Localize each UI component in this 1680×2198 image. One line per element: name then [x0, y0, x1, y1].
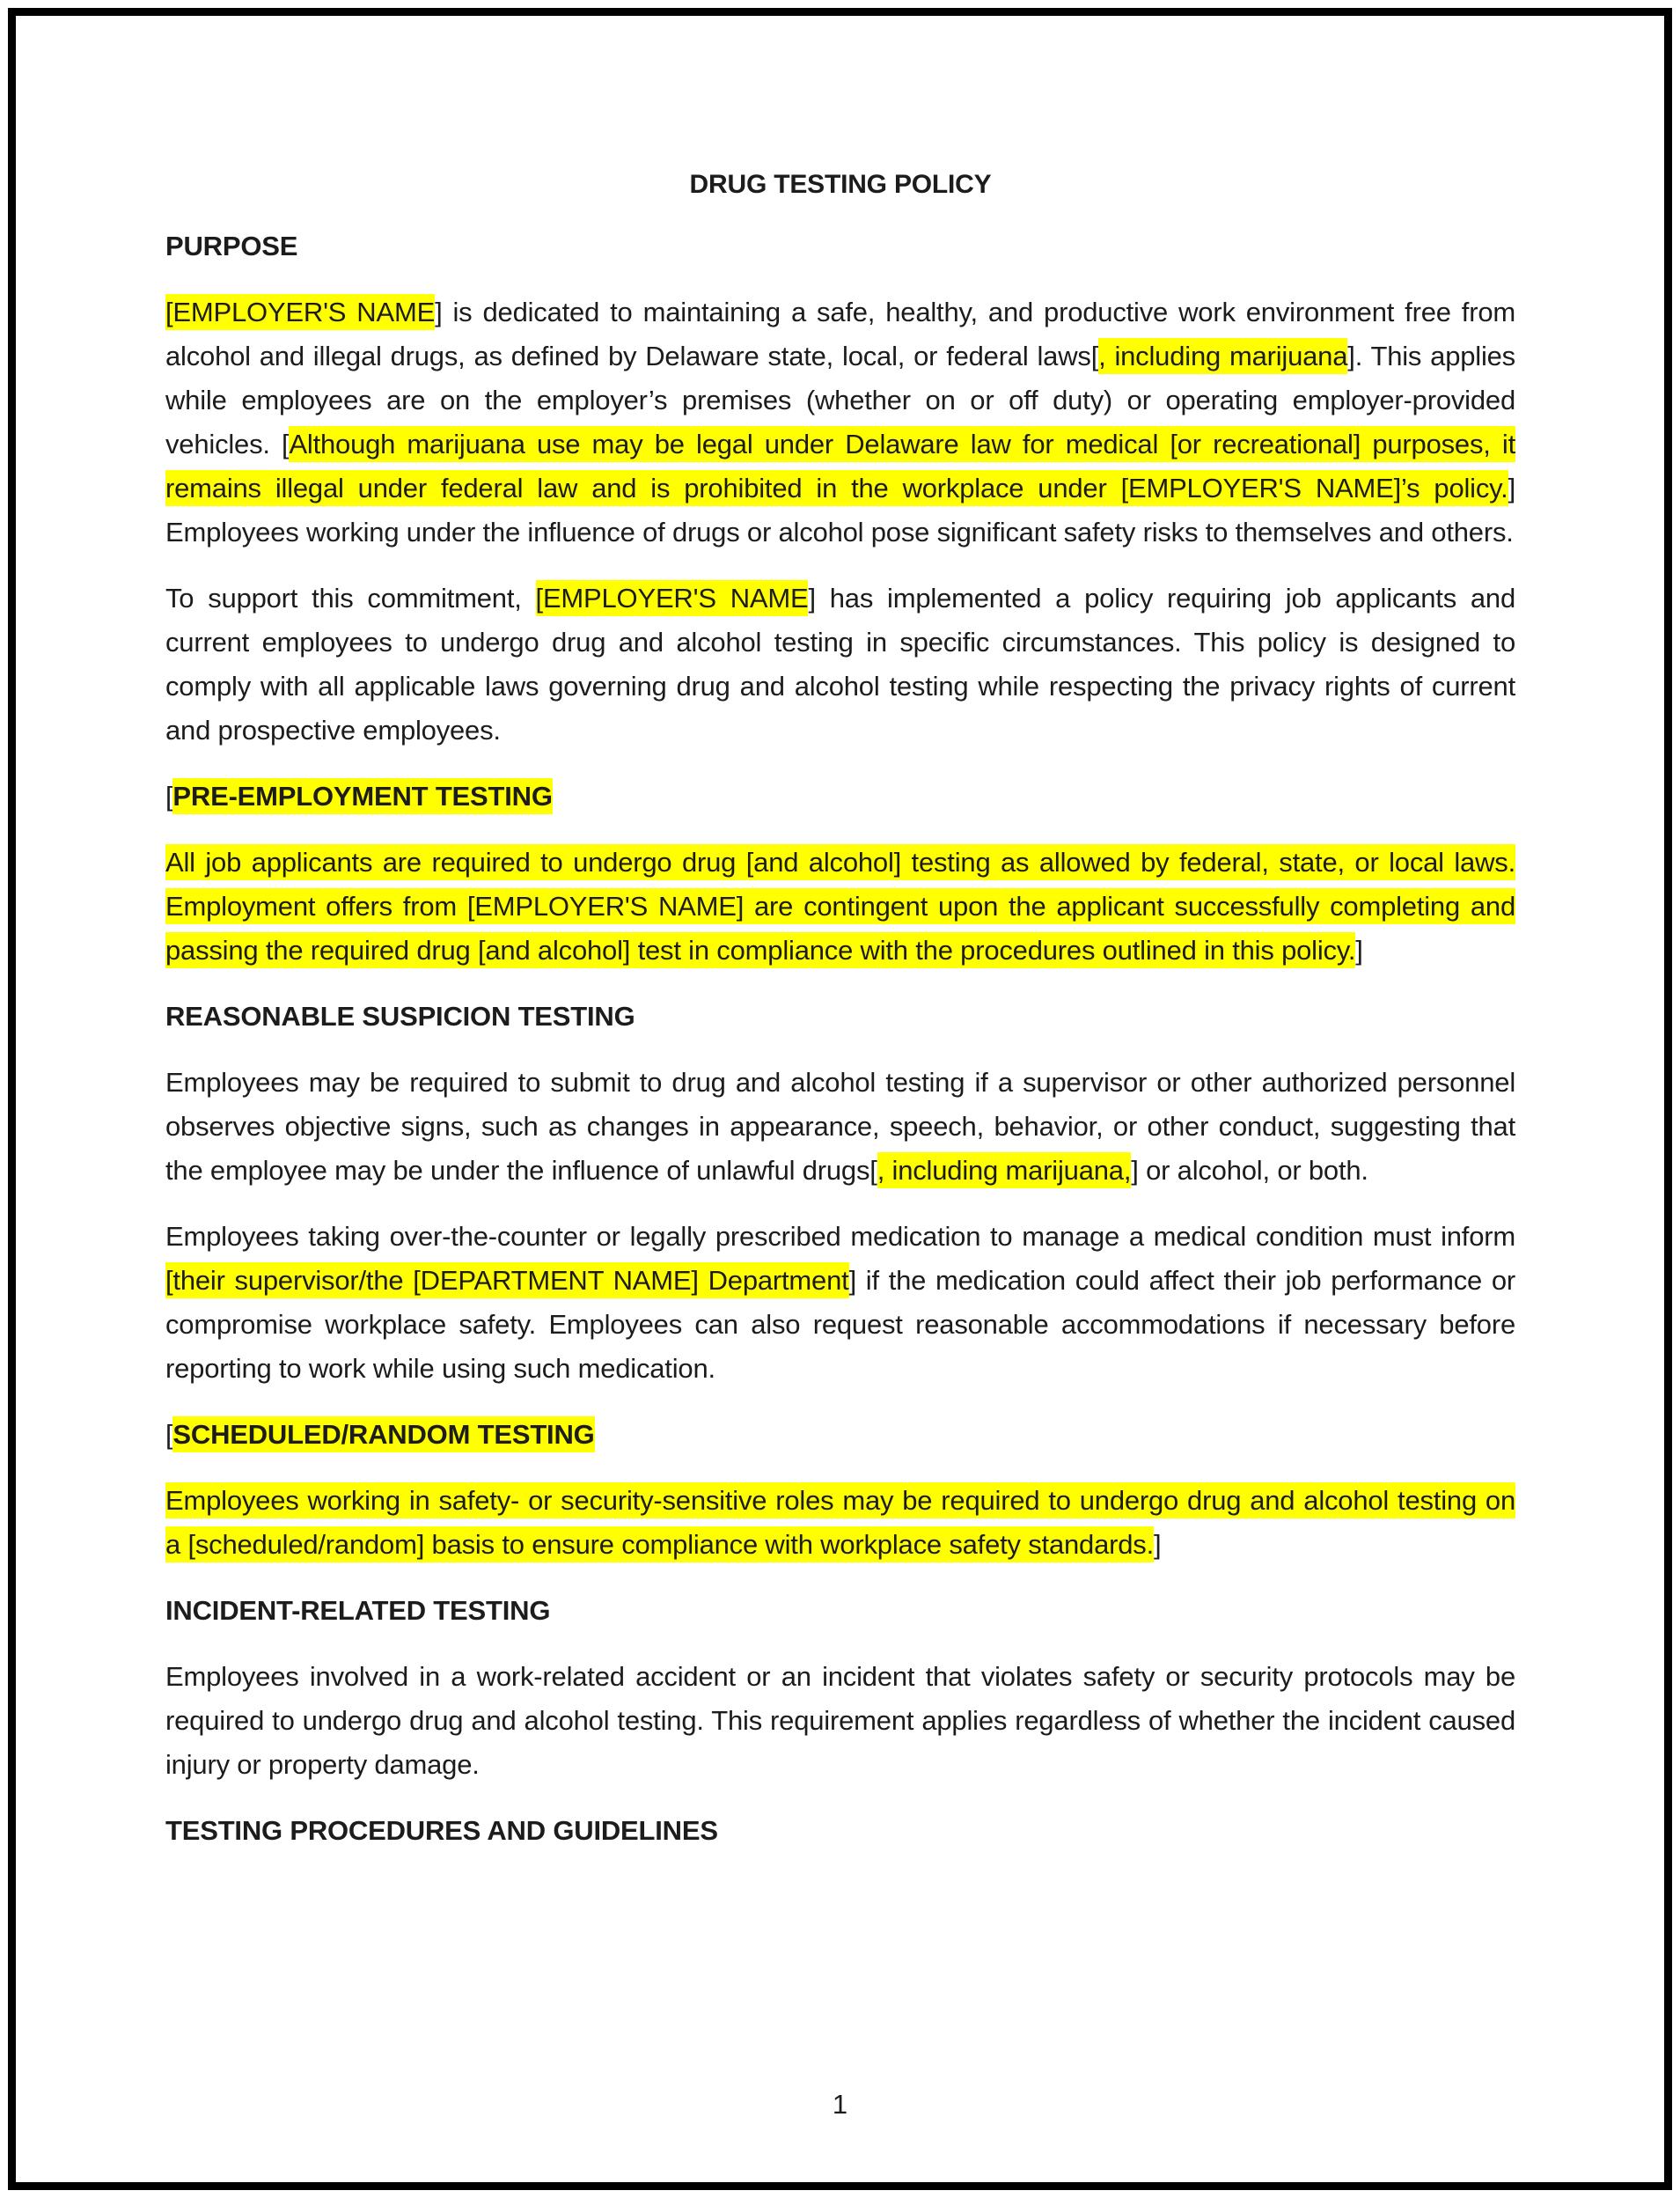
text-run: ]: [1355, 935, 1363, 966]
text-run: Employees may be required to submit to drug and alcohol testing if a supervisor or other authorized personnel observes objective signs, such as changes in appearance, speech, behavior, or other conduct, suggesting that the employee may be under the influence of unlawful drugs[: [165, 1067, 1515, 1186]
highlighted-text-run: PRE-EMPLOYMENT TESTING: [172, 778, 552, 814]
body-paragraph: [165, 1655, 1515, 1787]
page-number: 1: [832, 2089, 848, 2120]
body-paragraph: [165, 1479, 1515, 1567]
highlighted-text-run: , including marijuana: [1098, 338, 1347, 374]
text-run: Employees taking over-the-counter or legally prescribed medication to manage a medical condition must inform: [165, 1221, 1515, 1252]
text-run: ]. This applies while employees are on the employer’s premises (whether on or off duty) or operating employer-provided vehicles. [: [165, 341, 1515, 459]
body-paragraph: [165, 1215, 1515, 1391]
text-run: [: [165, 1419, 173, 1450]
highlighted-text-run: , including marijuana,: [877, 1152, 1132, 1188]
text-run: ] has implemented a policy requiring job applicants and current employees to undergo drug and alcohol testing in specific circumstances. This policy is designed to comply with all applicable laws governing drug and alcohol testing while respecting the privacy rights of current and prospective employees.: [165, 583, 1515, 746]
text-run: TESTING PROCEDURES AND GUIDELINES: [165, 1815, 718, 1846]
text-run: ]: [1154, 1529, 1162, 1560]
section-heading: [165, 1809, 1515, 1853]
body-paragraph: [165, 290, 1515, 555]
text-run: ] or alcohol, or both.: [1131, 1155, 1368, 1186]
text-run: ] Employees working under the influence of drugs or alcohol pose significant safety risks to themselves and others.: [165, 473, 1515, 548]
document-page: [165, 0, 1515, 1875]
text-run: Employees involved in a work-related accident or an incident that violates safety or security protocols may be required to undergo drug and alcohol testing. This requirement applies regardless of whether the incident caused injury or property damage.: [165, 1661, 1515, 1780]
highlighted-text-run: All job applicants are required to undergo drug [and alcohol] testing as allowed by federal, state, or local laws. Employment offers from [EMPLOYER'S NAME] are contingent upon the applicant successfully completing and passing the required drug [and alcohol] test in compliance with the procedures outlined in this policy.: [165, 844, 1515, 968]
section-heading: [165, 1589, 1515, 1633]
body-paragraph: [165, 577, 1515, 753]
text-run: PURPOSE: [165, 231, 298, 261]
text-run: ] is dedicated to maintaining a safe, healthy, and productive work environment free from alcohol and illegal drugs, as defined by Delaware state, local, or federal laws[: [165, 297, 1515, 371]
text-run: INCIDENT-RELATED TESTING: [165, 1595, 551, 1626]
body-paragraph: [165, 1061, 1515, 1193]
highlighted-text-run: [EMPLOYER'S NAME: [165, 294, 435, 330]
document-content: [165, 224, 1515, 1853]
section-heading: [165, 1413, 1515, 1457]
highlighted-text-run: SCHEDULED/RANDOM TESTING: [172, 1416, 594, 1452]
text-run: To support this commitment,: [165, 583, 536, 614]
highlighted-text-run: [their supervisor/the [DEPARTMENT NAME] Department: [165, 1262, 849, 1298]
document-title: DRUG TESTING POLICY: [689, 170, 992, 199]
text-run: REASONABLE SUSPICION TESTING: [165, 1001, 635, 1032]
highlighted-text-run: Although marijuana use may be legal under Delaware law for medical [or recreational] purposes, it remains illegal under federal law and is prohibited in the workplace under [EMPLOYER'S NAME]’s policy.: [165, 426, 1515, 506]
text-run: ] if the medication could affect their job performance or compromise workplace safety. Employees can also request reasonable accommodations if necessary before reporting to work while using such medication.: [165, 1265, 1516, 1384]
highlighted-text-run: Employees working in safety- or security-sensitive roles may be required to undergo drug and alcohol testing on a [scheduled/random] basis to ensure compliance with workplace safety standards.: [165, 1482, 1515, 1562]
body-paragraph: [165, 841, 1515, 973]
section-heading: [165, 995, 1515, 1039]
text-run: [: [165, 781, 173, 812]
highlighted-text-run: [EMPLOYER'S NAME: [536, 580, 809, 616]
section-heading: [165, 775, 1515, 819]
section-heading: [165, 224, 1515, 268]
